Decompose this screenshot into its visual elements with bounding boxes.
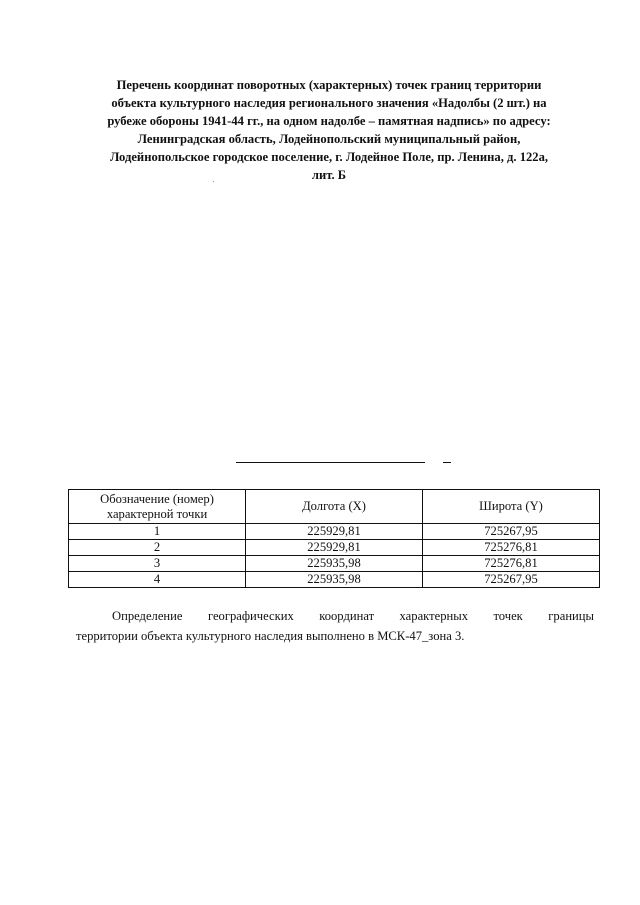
note-line-2: территории объекта культурного наследия выполнено в МСК-47_зона 3. <box>76 629 465 643</box>
longitude-value: 225929,81 <box>246 524 423 540</box>
header-line: характерной точки <box>106 506 208 521</box>
title-line: Перечень координат поворотных (характерных) точек границ территории <box>116 78 542 92</box>
latitude-value: 725267,95 <box>423 572 600 588</box>
title-line: объекта культурного наследия регионального значения «Надолбы (2 шт.) на <box>111 96 547 110</box>
note-word: координат <box>319 609 375 623</box>
note-word: Определение <box>112 609 183 623</box>
title-line: лит. Б <box>311 168 347 182</box>
longitude-value: 225935,98 <box>246 556 423 572</box>
title-line: рубеже обороны 1941-44 гг., на одном надолбе – памятная надпись» по адресу: <box>107 114 551 128</box>
note-word: границы <box>548 609 594 623</box>
coordinate-system-note <box>76 606 594 646</box>
point-number: 2 <box>69 540 246 556</box>
table-row <box>69 572 600 588</box>
note-line-1 <box>76 606 594 626</box>
table-row <box>69 524 600 540</box>
document-title <box>60 76 598 184</box>
separator-line <box>236 462 425 463</box>
table-row <box>69 556 600 572</box>
note-word: географических <box>207 609 294 623</box>
header-longitude: Долгота (X) <box>246 490 423 524</box>
longitude-value: 225935,98 <box>246 572 423 588</box>
separator-dash <box>443 462 451 463</box>
header-latitude: Широта (Y) <box>423 490 600 524</box>
table-row <box>69 540 600 556</box>
longitude-value: 225929,81 <box>246 540 423 556</box>
title-line: Ленинградская область, Лодейнопольский муниципальный район, <box>137 132 521 146</box>
scan-speck <box>213 181 214 182</box>
latitude-value: 725276,81 <box>423 556 600 572</box>
table-header-row <box>69 490 600 524</box>
note-word: точек <box>493 609 523 623</box>
latitude-value: 725276,81 <box>423 540 600 556</box>
point-number: 3 <box>69 556 246 572</box>
coordinates-table <box>68 489 600 588</box>
point-number: 1 <box>69 524 246 540</box>
note-word: характерных <box>399 609 468 623</box>
header-point-designation <box>69 490 246 524</box>
latitude-value: 725267,95 <box>423 524 600 540</box>
title-line: Лодейнопольское городское поселение, г. Лодейное Поле, пр. Ленина, д. 122а, <box>109 150 549 164</box>
header-line: Обозначение (номер) <box>100 491 214 506</box>
point-number: 4 <box>69 572 246 588</box>
